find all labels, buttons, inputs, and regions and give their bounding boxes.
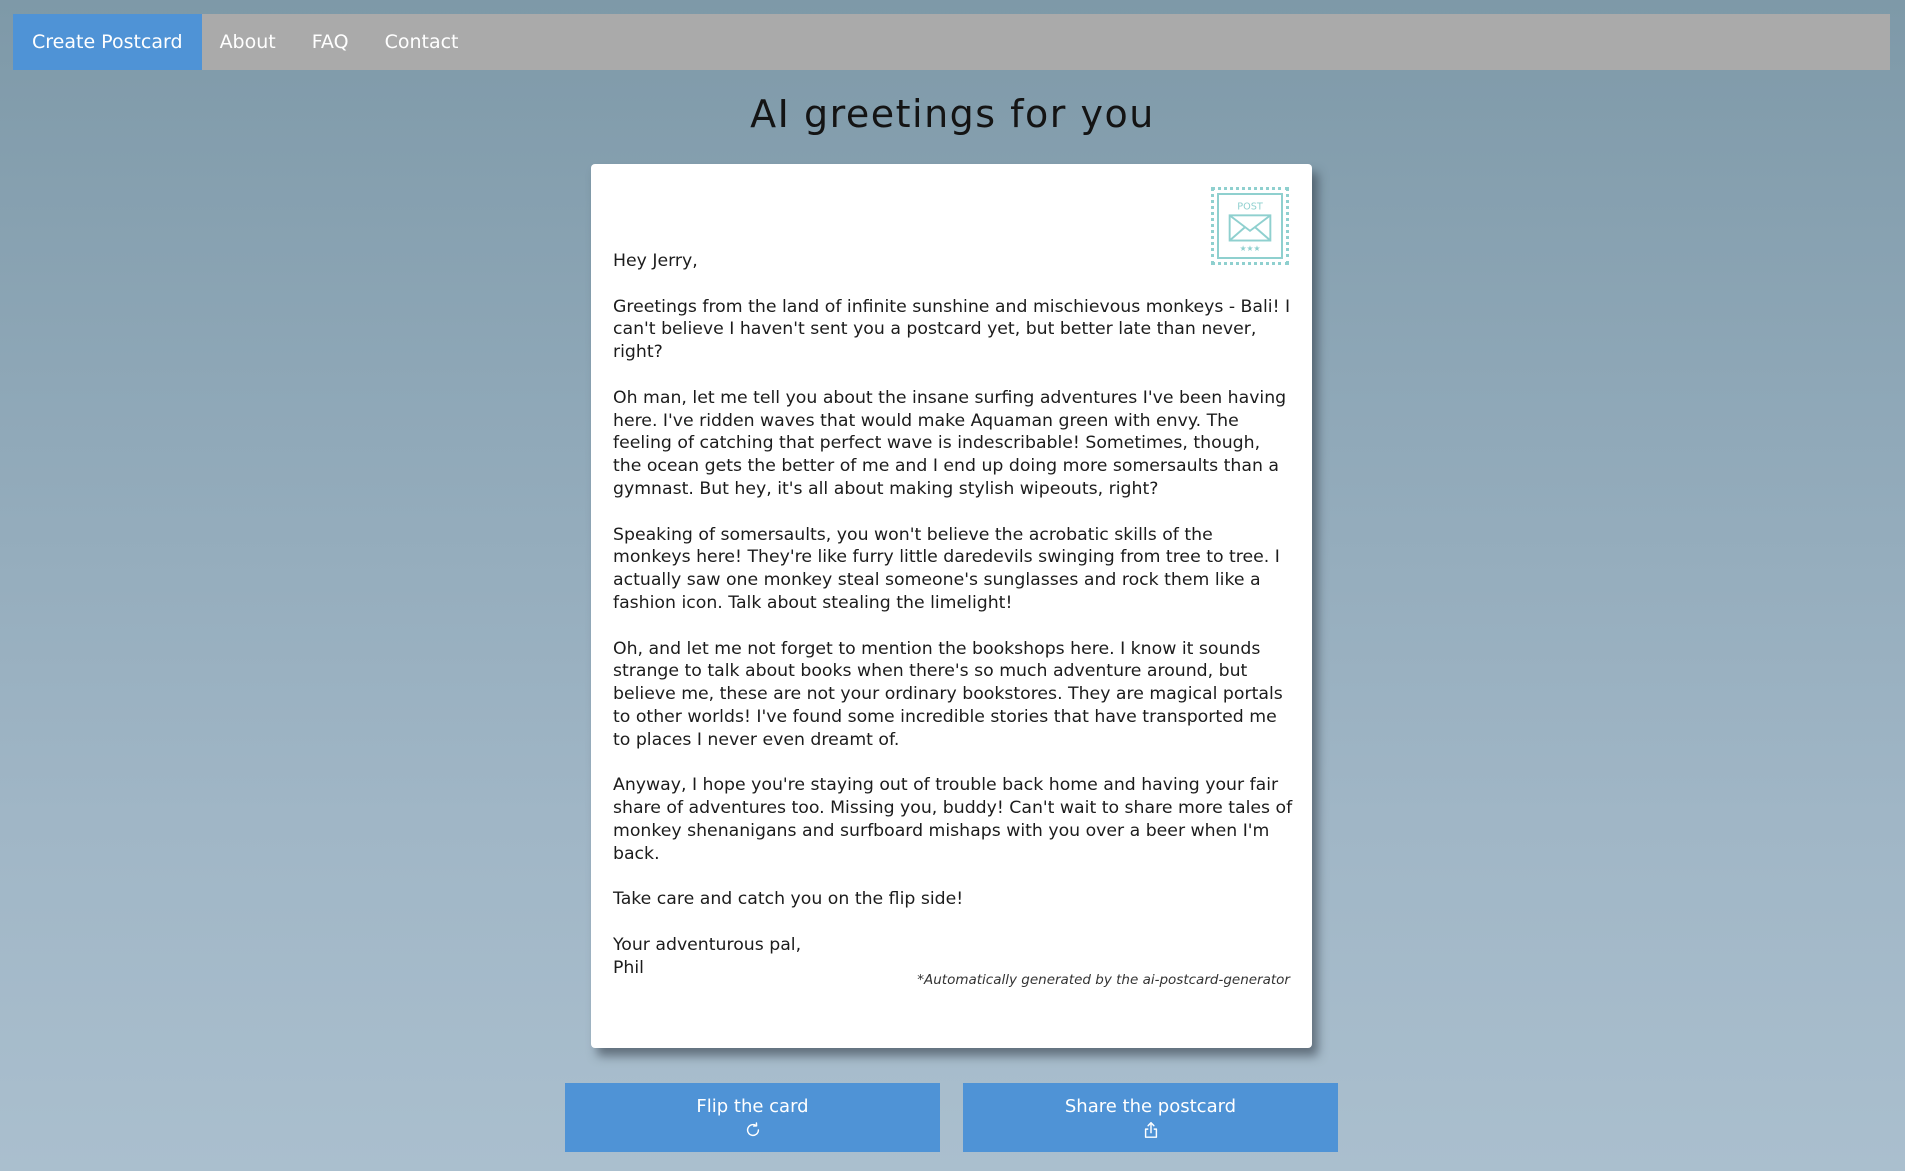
message-paragraph: Oh man, let me tell you about the insane surfing adventures I've been having here. I've ridden waves that would make Aquaman green with envy. The feeling of catching that perfect wave is indescribable! Sometimes, though, the ocean gets the better of me and I end up doing more somersaults than a gymnast. But hey, it's all about making stylish wipeouts, right?	[613, 387, 1287, 499]
page-title: AI greetings for you	[750, 92, 1155, 136]
message-paragraph: Oh, and let me not forget to mention the bookshops here. I know it sounds strange to talk about books when there's so much adventure around, but believe me, these are not your ordinary bookstores. They are magical portals to other worlds! I've found some incredible stories that have transported me to places I never even dreamt of.	[613, 638, 1283, 750]
signature: Phil	[613, 957, 644, 978]
refresh-icon	[744, 1121, 762, 1139]
message-paragraph: Greetings from the land of infinite sunshine and mischievous monkeys - Bali! I can't believe I haven't sent you a postcard yet, but better late than never, right?	[613, 296, 1291, 363]
message-paragraph: Take care and catch you on the flip side!	[613, 889, 964, 910]
nav-contact[interactable]: Contact	[384, 31, 459, 53]
greeting: Hey Jerry,	[613, 251, 698, 271]
share-postcard-label: Share the postcard	[1064, 1096, 1237, 1117]
nav-create-postcard[interactable]: Create Postcard	[13, 14, 202, 70]
flip-card-label: Flip the card	[696, 1096, 809, 1117]
postcard-message	[613, 250, 1293, 980]
postcard	[591, 164, 1312, 1048]
generated-footnote: *Automatically generated by the ai-postcard-generator	[917, 972, 1290, 988]
share-postcard-button[interactable]	[963, 1083, 1338, 1152]
message-paragraph: Anyway, I hope you're staying out of trouble back home and having your fair share of adventures too. Missing you, buddy! Can't wait to share more tales of monkey shenanigans and surfboard mishaps with you over a beer when I'm back.	[613, 775, 1293, 864]
flip-card-button[interactable]	[565, 1083, 940, 1152]
nav-about[interactable]: About	[219, 31, 276, 53]
share-icon	[1142, 1121, 1160, 1139]
nav-faq[interactable]: FAQ	[311, 31, 349, 53]
message-paragraph: Speaking of somersaults, you won't believe the acrobatic skills of the monkeys here! They're like furry little daredevils swinging from tree to tree. I actually saw one monkey steal someone's sunglasses and rock them like a fashion icon. Talk about stealing the limelight!	[613, 524, 1280, 613]
top-navbar	[13, 14, 1890, 70]
stamp-label: POST	[1237, 201, 1263, 213]
signoff: Your adventurous pal,	[613, 934, 802, 955]
svg-text:★★★: ★★★	[1239, 244, 1261, 254]
